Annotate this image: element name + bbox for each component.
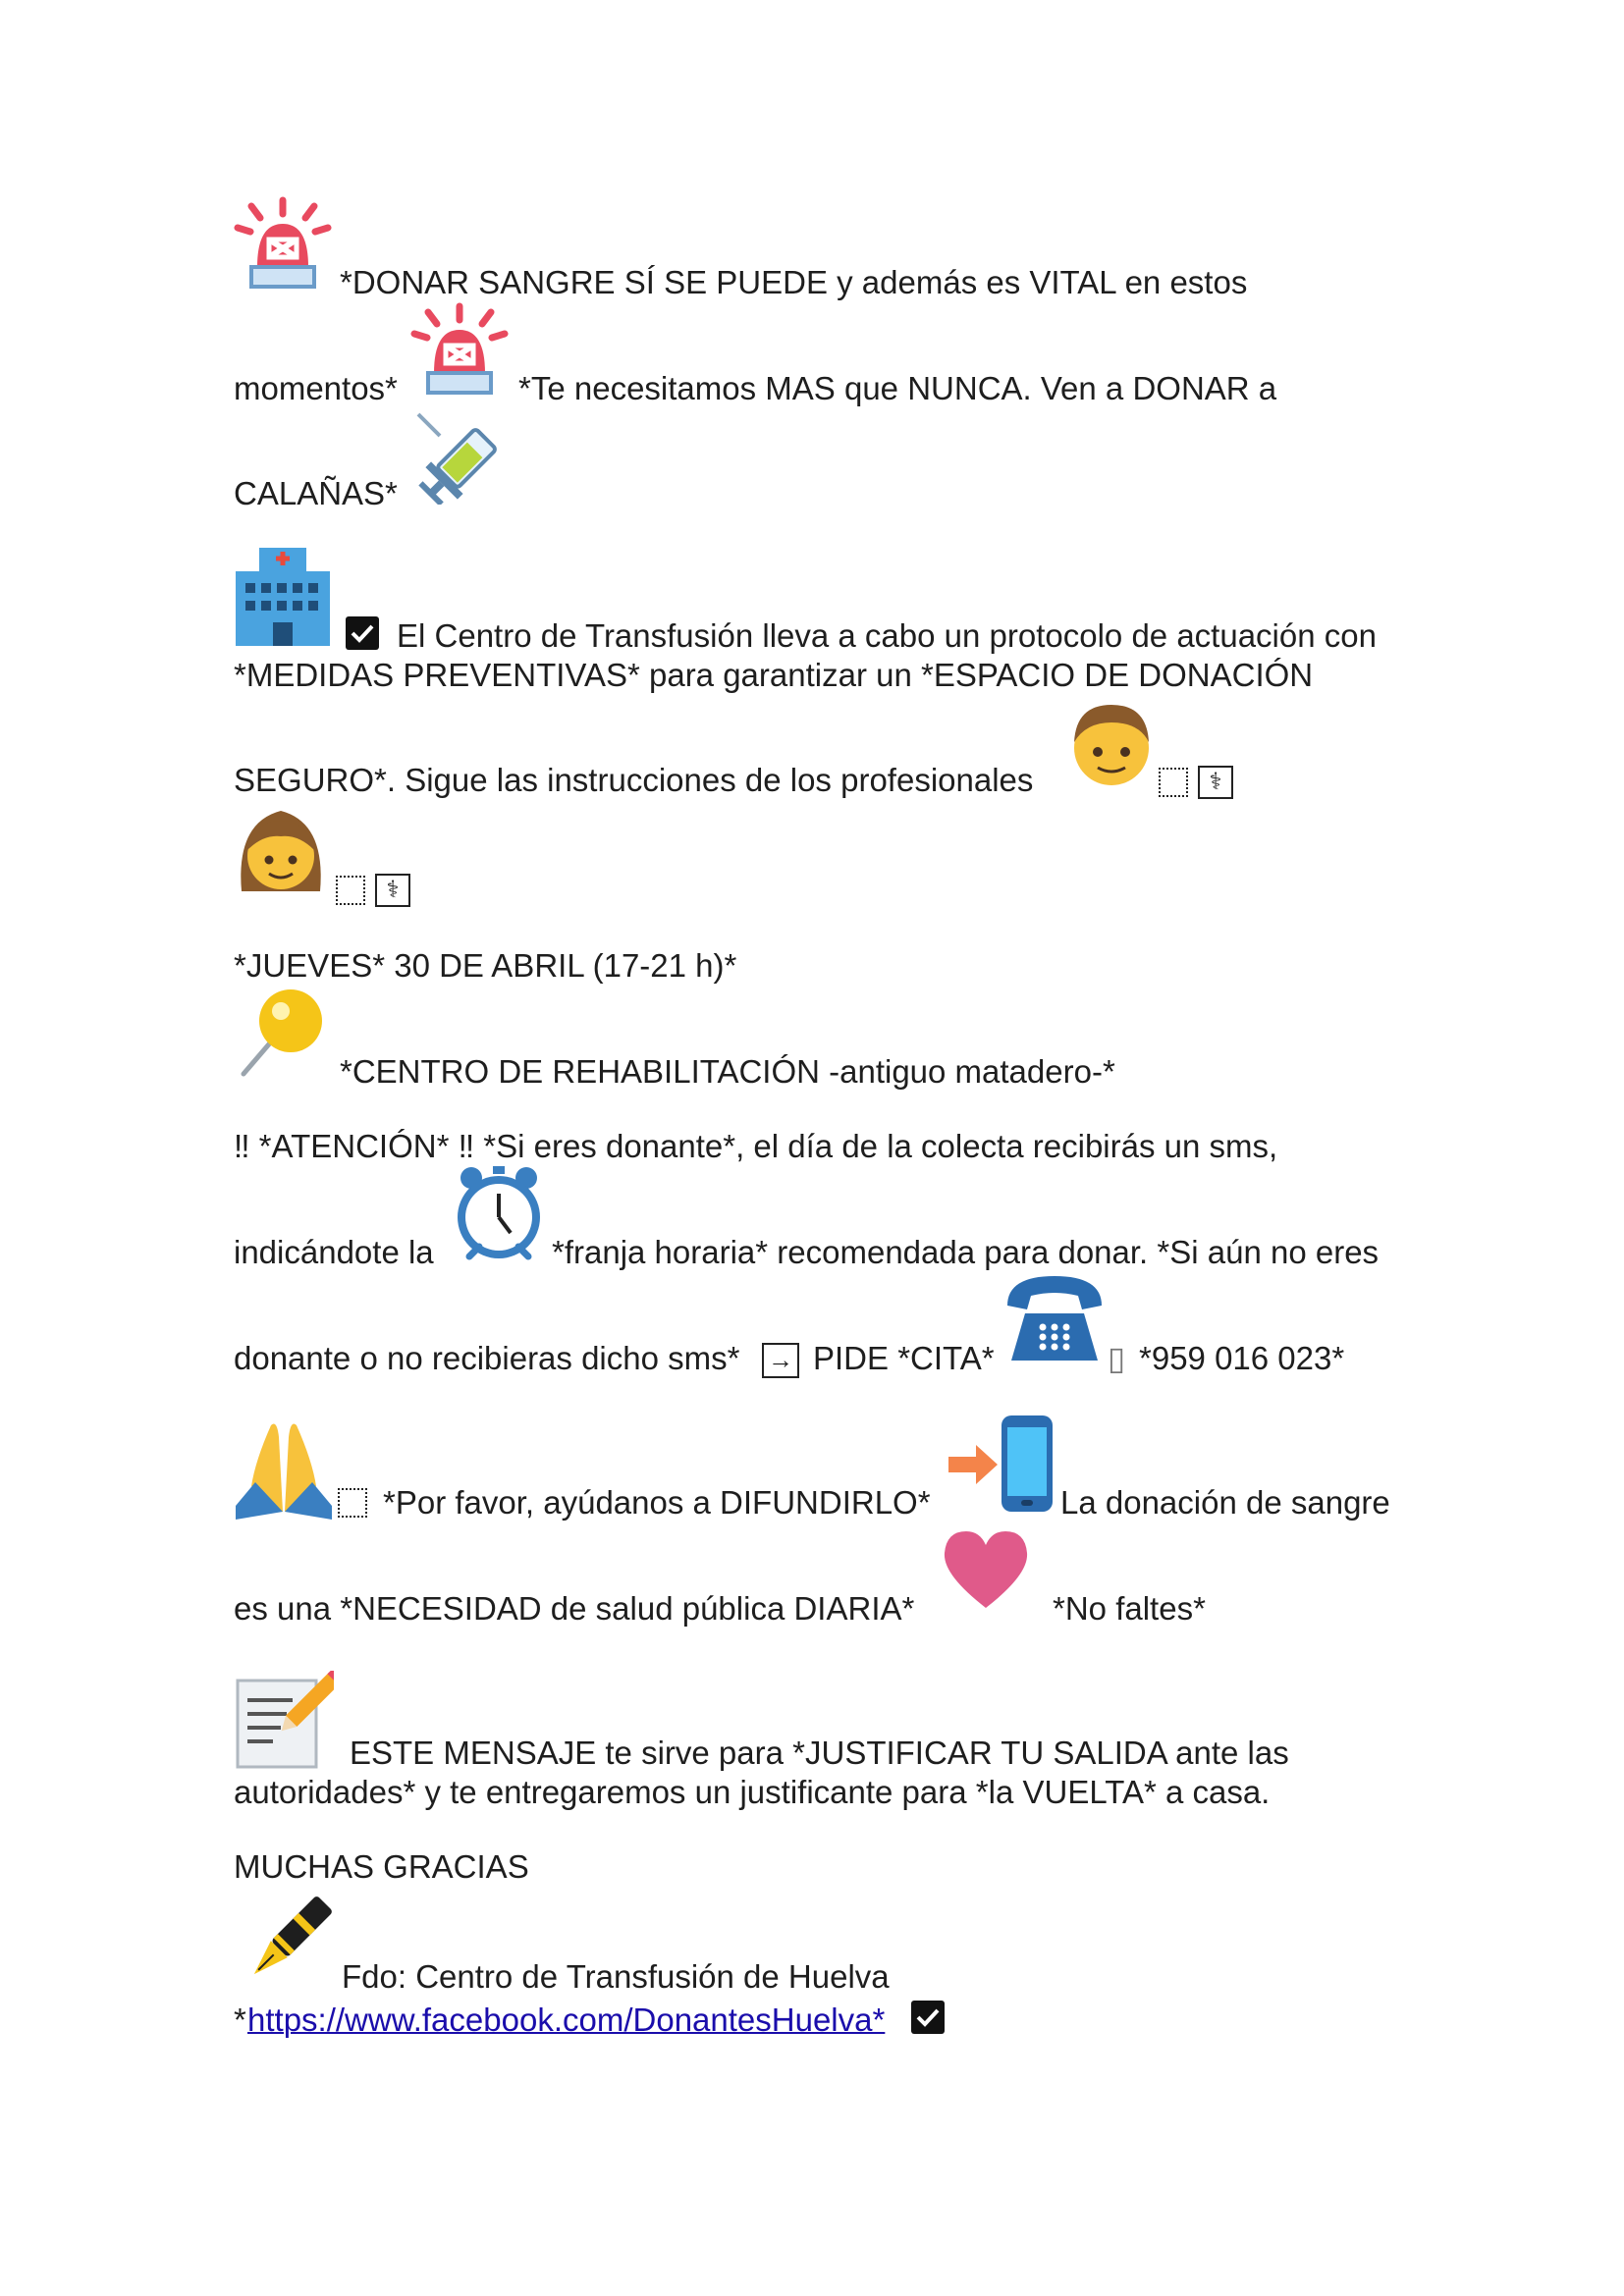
hospital-icon — [234, 548, 332, 650]
medical-symbol-icon: ⚕ — [1198, 766, 1233, 799]
text-line: * — [234, 2002, 246, 2038]
arrow-right-icon: → — [762, 1343, 799, 1378]
text-line: PIDE *CITA* — [813, 1340, 995, 1376]
rotating-light-icon — [234, 196, 332, 294]
check-mark-icon — [346, 616, 379, 650]
text-line: *No faltes* — [1053, 1590, 1206, 1627]
text-line: *JUEVES* 30 DE ABRIL (17-21 h)* — [234, 947, 737, 984]
text-line: autoridades* y te entregaremos un justificante para *la VUELTA* a casa. — [234, 1774, 1271, 1810]
man-icon — [1064, 697, 1159, 791]
text-line: *Por favor, ayúdanos a DIFUNDIRLO* — [383, 1484, 931, 1521]
round-pushpin-icon — [236, 986, 326, 1080]
unknown-glyph-icon — [1159, 768, 1188, 797]
text-line: SEGURO*. Sigue las instrucciones de los profesionales — [234, 762, 1034, 798]
woman-icon — [236, 803, 326, 899]
folded-hands-icon — [234, 1417, 334, 1520]
missing-glyph: ▯ — [1108, 1340, 1126, 1376]
text-line: *Te necesitamos MAS que NUNCA. Ven a DONAR a — [518, 370, 1277, 406]
facebook-link[interactable]: https://www.facebook.com/DonantesHuelva* — [247, 2002, 886, 2038]
unknown-glyph-icon — [336, 876, 365, 905]
telephone-icon — [1003, 1270, 1106, 1364]
alarm-clock-icon — [450, 1164, 548, 1262]
text-line: MUCHAS GRACIAS — [234, 1848, 529, 1885]
text-line: *CENTRO DE REHABILITACIÓN -antiguo matadero-* — [340, 1053, 1115, 1090]
text-line: Fdo: Centro de Transfusión de Huelva — [342, 1958, 890, 1995]
rotating-light-icon — [410, 302, 509, 400]
text-line: *franja horaria* recomendada para donar. *Si aún no eres — [552, 1234, 1380, 1270]
heart-icon — [941, 1529, 1031, 1612]
unknown-glyph-icon — [338, 1488, 367, 1518]
text-line: indicándote la — [234, 1234, 434, 1270]
text-line: *MEDIDAS PREVENTIVAS* para garantizar un *ESPACIO DE DONACIÓN — [234, 657, 1314, 693]
mobile-arrow-icon — [947, 1414, 1056, 1516]
text-line: momentos* — [234, 370, 398, 406]
text-line: es una *NECESIDAD de salud pública DIARIA* — [234, 1590, 915, 1627]
phone-number: *959 016 023* — [1139, 1340, 1345, 1376]
medical-symbol-icon: ⚕ — [375, 874, 410, 907]
text-line: donante o no recibieras dicho sms* — [234, 1340, 740, 1376]
text-line: La donación de sangre — [1060, 1484, 1390, 1521]
text-line: ESTE MENSAJE te sirve para *JUSTIFICAR TU SALIDA ante las — [350, 1735, 1289, 1771]
text-line: ‼ *ATENCIÓN* ‼ *Si eres donante*, el día de la colecta recibirás un sms, — [234, 1128, 1278, 1164]
fountain-pen-icon — [234, 1893, 336, 1995]
memo-icon — [234, 1671, 334, 1771]
text-line: *DONAR SANGRE SÍ SE PUEDE y además es VITAL en estos — [340, 264, 1248, 300]
text-line: El Centro de Transfusión lleva a cabo un protocolo de actuación con — [397, 617, 1377, 654]
syringe-icon — [410, 406, 509, 505]
text-line: CALAÑAS* — [234, 475, 398, 511]
check-mark-icon — [911, 2001, 945, 2034]
